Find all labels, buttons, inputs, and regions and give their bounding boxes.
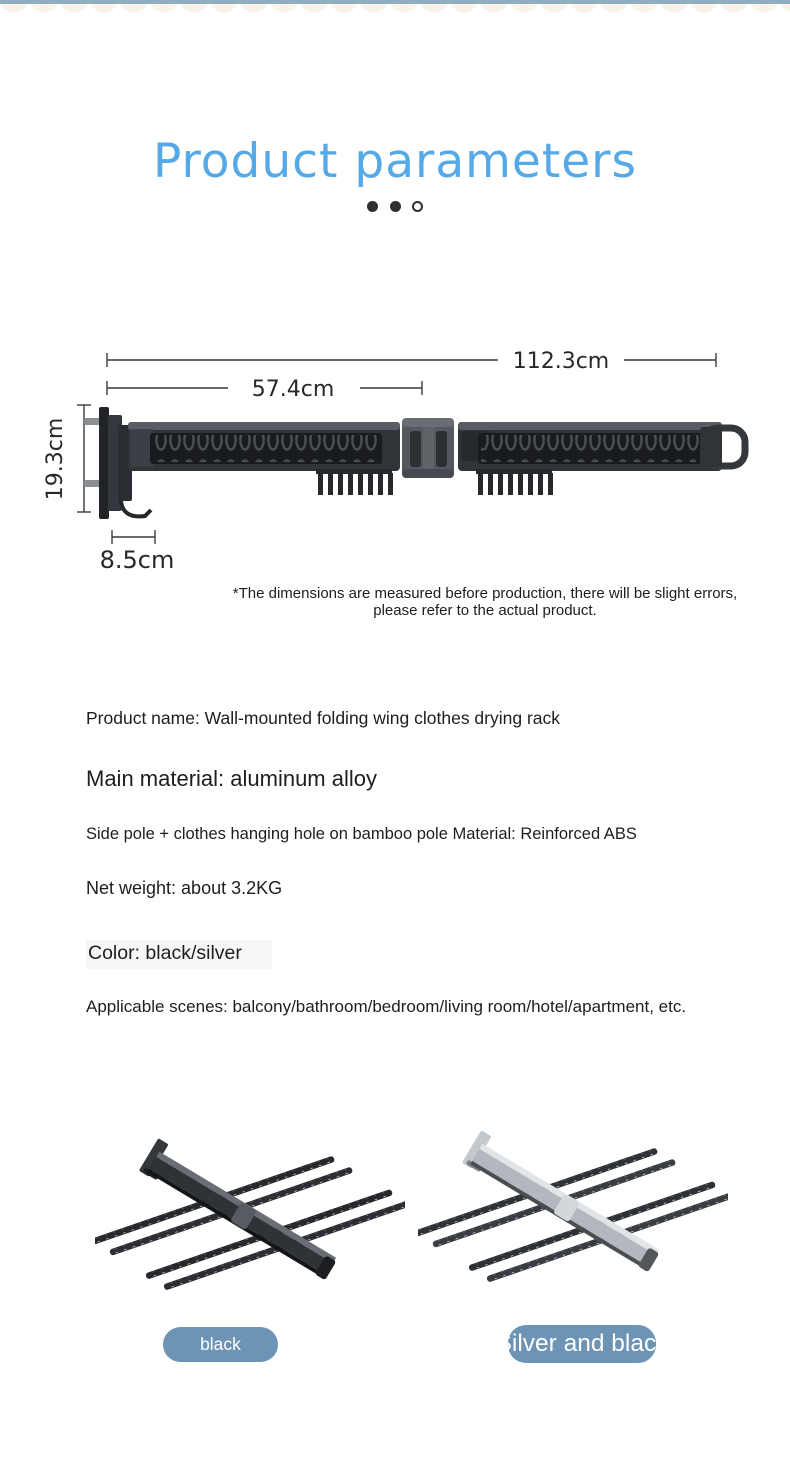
dimension-diagram [0,335,790,585]
spec-applicable-scenes: Applicable scenes: balcony/bathroom/bedroom/living room/hotel/apartment, etc. [86,997,687,1016]
dimension-label-depth: 8.5cm [99,546,175,574]
page-title: Product parameters [152,134,637,190]
variant-button-black[interactable]: black [163,1327,278,1362]
carousel-dot-inactive[interactable] [412,201,423,212]
dimension-total-width [107,353,716,367]
spec-net-weight: Net weight: about 3.2KG [86,878,283,898]
carousel-dot-active-2[interactable] [390,201,401,212]
spec-product-name: Product name: Wall-mounted folding wing clothes drying rack [86,707,561,728]
dimension-depth [112,530,155,544]
variant-image-black [95,1122,405,1337]
top-scallop-decoration [0,4,790,20]
measurement-disclaimer: *The dimensions are measured before production, there will be slight errors, please refer to the actual product. [232,585,738,619]
carousel-dot-active-1[interactable] [367,201,378,212]
spec-side-pole-material: Side pole + clothes hanging hole on bamboo pole Material: Reinforced ABS [86,824,637,843]
dimension-label-total-width: 112.3cm [512,349,610,374]
spec-color: Color: black/silver [86,940,272,969]
rack-side-view-image [84,407,745,519]
variant-button-silver-black[interactable]: Silver and black [508,1325,656,1363]
dimension-label-half-width: 57.4cm [251,377,335,402]
dimension-label-height: 19.3cm [43,417,68,501]
spec-main-material: Main material: aluminum alloy [86,766,377,791]
carousel-dots [0,198,790,216]
variant-image-silver [418,1114,728,1329]
